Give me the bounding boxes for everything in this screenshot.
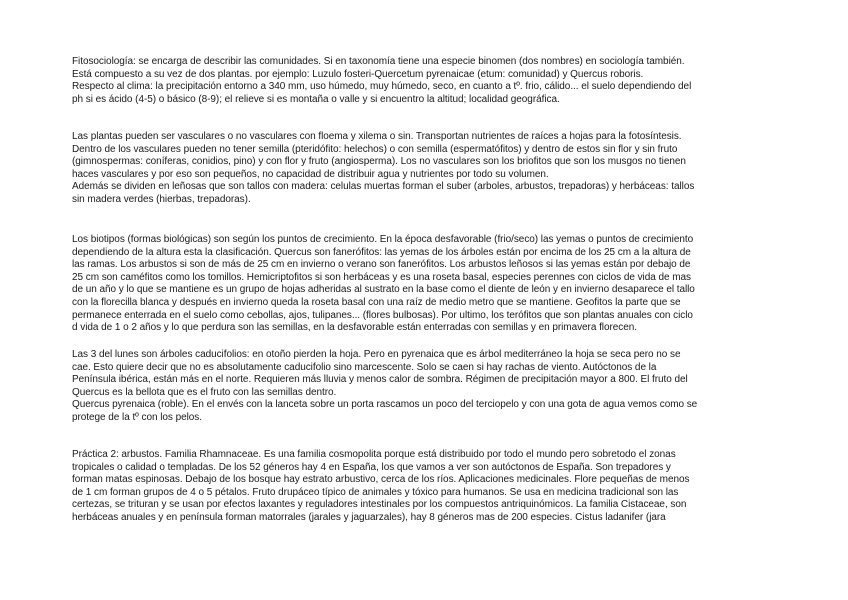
text-line: Además se dividen en leñosas que son tallos con madera: celulas muertas forman el suber (arboles, arbustos, trepadoras) y herbáceas: tallos: [72, 181, 695, 193]
paragraph-vasculares: [72, 131, 772, 207]
text-line: Dentro de los vasculares pueden no tener semilla (pteridófito: helechos) o con semilla (espermatófitos) y dentro de estos sin flor y sin fruto: [72, 143, 678, 155]
text-line: Las plantas pueden ser vasculares o no vasculares con floema y xilema o sin. Transportan nutrientes de raíces a hojas para la fotosíntesis.: [72, 131, 682, 142]
text-line: Está compuesto a su vez de dos plantas. por ejemplo: Luzulo fosteri-Quercetum pyrenaicae (etum: comunidad) y Quercus roboris.: [72, 68, 644, 80]
text-line: tropicales o calidad o templadas. De los 52 géneros hay 4 en España, los que vamos a ver son autóctonos de España. Son trepadores y: [72, 461, 671, 473]
text-line: d vida de 1 o 2 años y lo que perdura son las semillas, en la desfavorable están enterradas con semillas y en primavera florecen.: [72, 322, 637, 334]
text-line: Los biotipos (formas biológicas) son según los puntos de crecimiento. En la época desfavorable (frio/seco) las yemas o puntos de crecimiento: [72, 234, 694, 245]
text-line: dependiendo de la altura esta la clasificación. Quercus son fanerófitos: las yemas de los árboles están por encima de los 25 cm a la altura de: [72, 246, 691, 258]
text-line: (gimnospermas: coníferas, conidios, pino) y con flor y fruto (angiosperma). Los no vasculares son los briofitos que son los musgos no tienen: [72, 156, 686, 168]
paragraph-fitosociologia: [72, 56, 772, 106]
text-line: Quercus pyrenaica (roble). En el envés con la lanceta sobre un porta rascamos un poco del terciopelo y con una gota de agua vemos como se: [72, 399, 698, 411]
text-line: ph si es ácido (4-5) o básico (8-9); el relieve si es montaña o valle y si encuentro la altitud; localidad geográfica.: [72, 93, 560, 105]
text-line: Fitosociología: se encarga de describir las comunidades. Si en taxonomía tiene una especie binomen (dos nombres) en sociología también.: [72, 56, 685, 67]
text-line: Península ibérica, están más en el norte. Requieren más lluvia y menos calor de sombra. Régimen de precipitación mayor a 800. El fruto del: [72, 374, 688, 386]
text-line: Respecto al clima: la precipitación entorno a 340 mm, uso húmedo, muy húmedo, seco, en cuanto a tº. frio, cálido... el suelo dependiendo del: [72, 81, 692, 93]
text-line: sin madera verdes (hierbas, trepadoras).: [72, 193, 251, 205]
text-line: haces vasculares y por eso son pequeños, no capacidad de distribuir agua y nutrientes por todo su volumen.: [72, 168, 549, 180]
paragraph-biotipos: [72, 234, 772, 335]
text-line: certezas, se trituran y se usan por efectos laxantes y reguladores intestinales por los compuestos antriquinómicos. La familia Cistaceae, son: [72, 499, 687, 511]
text-line: Quercus es la bellota que es el fruto con las semillas dentro.: [72, 386, 337, 398]
text-line: de 1 cm forman grupos de 4 o 5 pétalos. Fruto drupáceo típico de animales y tóxico para humanos. Se usa en medicina tradicional son las: [72, 486, 679, 498]
paragraph-practica-2: [72, 449, 772, 525]
text-line: con la florecilla blanca y después en invierno queda la roseta basal con una raíz de medio metro que se mantiene. Geofitos la parte que se: [72, 296, 681, 308]
text-line: forman matas espinosas. Debajo de los bosque hay estrato arbustivo, cerca de los ríos. Aplicaciones medicinales. Flore pequeñas de menos: [72, 474, 690, 486]
text-line: cae. Esto quiere decir que no es absolutamente caducifolio sino marcescente. Solo se caen si hay rachas de viento. Autóctonos de la: [72, 361, 657, 373]
text-line: de un año y lo que se mantiene es un grupo de hojas adheridas al sustrato en la base como el diente de león y en invierno desaparece el tallo: [72, 284, 695, 296]
text-line: las ramas. Los arbustos si son de más de 25 cm en invierno o verano son fanerófitos. Los arbustos leñosos si las yemas están por debajo de: [72, 259, 691, 271]
text-line: Práctica 2: arbustos. Familia Rhamnaceae. Es una familia cosmopolita porque está distribuido por todo el mundo pero sobretodo el zonas: [72, 449, 676, 460]
text-line: permanece enterrada en el suelo como cebollas, ajos, tulipanes... (flores bulbosas). Por ultimo, los terófitos que son plantas anuales con ciclo: [72, 309, 693, 321]
text-line: protege de la tº con los pelos.: [72, 411, 202, 423]
paragraph-caducifolios: [72, 349, 772, 425]
text-line: 25 cm son caméfitos como los tomillos. Hemicriptofitos si son herbáceas y es una roseta basal, especies perennes con ciclos de vida de mas: [72, 271, 691, 283]
text-line: Las 3 del lunes son árboles caducifolios: en otoño pierden la hoja. Pero en pyrenaica que es árbol mediterráneo la hoja se seca pero no se: [72, 349, 681, 360]
text-line: herbáceas anuales y en península forman matorrales (jarales y jaguarzales), hay 8 géneros mas de 200 especies. Cistus ladanifer (jara: [72, 511, 666, 523]
